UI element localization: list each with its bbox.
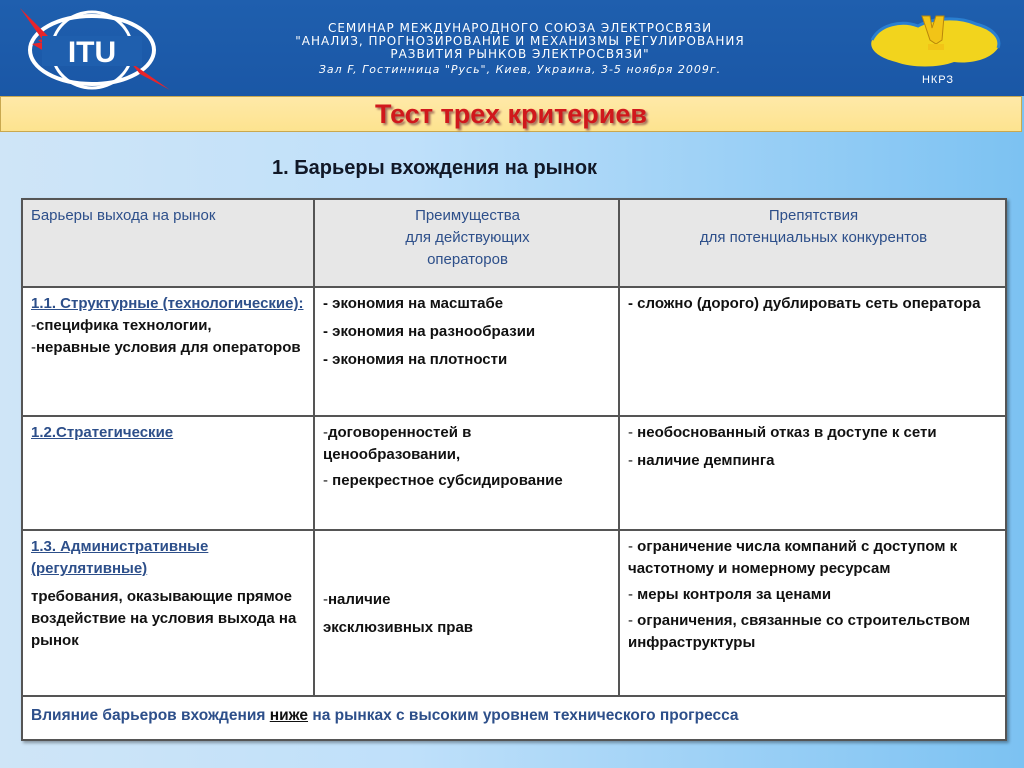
row3-adv-1: -наличие	[323, 590, 391, 608]
slide-title: Тест трех критериев	[375, 99, 647, 129]
row1-adv-3: - экономия на плотности	[323, 351, 508, 369]
footer-text-post: на рынках с высоким уровнем технического прогресса	[308, 706, 739, 724]
footer-text-pre: Влияние барьеров вхождения	[31, 706, 270, 724]
row1-adv-1: - экономия на масштабе	[323, 295, 504, 313]
row1-adv-2: - экономия на разнообразии	[323, 323, 536, 341]
row3-adv-2: эксклюзивных прав	[323, 618, 474, 636]
footer-note	[22, 696, 1006, 740]
header-banner	[0, 0, 1024, 96]
row1-advantages-cell	[314, 287, 619, 415]
seminar-line-3: РАЗВИТИЯ РЫНКОВ ЭЛЕКТРОСВЯЗИ"	[390, 47, 650, 61]
row2-obs-2: - наличие демпинга	[628, 451, 775, 469]
row1-item-1: -специфика технологии,	[31, 317, 212, 335]
header-barriers	[22, 199, 314, 287]
table-header-row	[22, 199, 1006, 287]
header-obstacles	[619, 199, 1006, 287]
row3-obstacles-cell	[619, 530, 1006, 696]
row3-barrier-cell	[22, 530, 314, 696]
row3-obs-1: - ограничение числа компаний с доступом к частотному и номерному ресурсам	[628, 538, 958, 578]
itu-logo-icon	[10, 4, 180, 92]
seminar-heading	[200, 22, 840, 76]
svg-text:ITU: ITU	[67, 36, 117, 69]
row2-obstacles-cell	[619, 416, 1006, 530]
seminar-line-1: СЕМИНАР МЕЖДУНАРОДНОГО СОЮЗА ЭЛЕКТРОСВЯЗИ	[327, 21, 713, 35]
header-obstacles-sub: для потенциальных конкурентов	[699, 229, 928, 246]
barriers-table	[21, 198, 1007, 741]
row3-obs-3: - ограничения, связанные со строительством инфраструктуры	[628, 612, 971, 652]
footer-text-emphasis: ниже	[269, 706, 309, 724]
ukraine-map-emblem-icon	[866, 10, 1006, 72]
row2-adv-2: - перекрестное субсидирование	[323, 471, 563, 489]
row3-obs-2: - меры контроля за ценами	[628, 586, 832, 604]
regulator-caption: НКРЗ	[921, 74, 955, 86]
table-row	[22, 530, 1006, 696]
row2-adv-1: -договоренностей в ценообразовании,	[323, 423, 472, 463]
seminar-line-2: "АНАЛИЗ, ПРОГНОЗИРОВАНИЕ И МЕХАНИЗМЫ РЕГУЛИРОВАНИЯ	[295, 34, 745, 48]
row1-obstacles-cell	[619, 287, 1006, 415]
row1-item-2: -неравные условия для операторов	[31, 339, 301, 357]
table-footer-row	[22, 696, 1006, 740]
row2-advantages-cell	[314, 416, 619, 530]
row3-description: требования, оказывающие прямое воздействие на условия выхода на рынок	[31, 588, 297, 650]
header-obstacles-title: Препятствия	[768, 207, 859, 224]
row2-barrier-cell	[22, 416, 314, 530]
table-row	[22, 416, 1006, 530]
section-subtitle: 1. Барьеры вхождения на рынок	[272, 157, 598, 179]
row1-barrier-cell	[22, 287, 314, 415]
row3-title: 1.3. Административные (регулятивные)	[31, 538, 209, 578]
header-advantages	[314, 199, 619, 287]
title-bar	[0, 96, 1022, 132]
header-advantages-title: Преимущества	[415, 207, 520, 224]
table-row	[22, 287, 1006, 415]
row2-obs-1: - необоснованный отказ в доступе к сети	[628, 423, 937, 441]
row1-title: 1.1. Структурные (технологические):	[31, 295, 304, 313]
seminar-location: Зал F, Гостинница "Русь", Киев, Украина, 3-5 ноября 2009г.	[318, 63, 722, 76]
header-barriers-label: Барьеры выхода на рынок	[31, 207, 216, 224]
row3-advantages-cell	[314, 530, 619, 696]
row2-title: 1.2.Стратегические	[31, 423, 174, 441]
header-advantages-sub: для действующих операторов	[405, 229, 530, 268]
row1-obs-1: - сложно (дорого) дублировать сеть оператора	[628, 295, 981, 313]
